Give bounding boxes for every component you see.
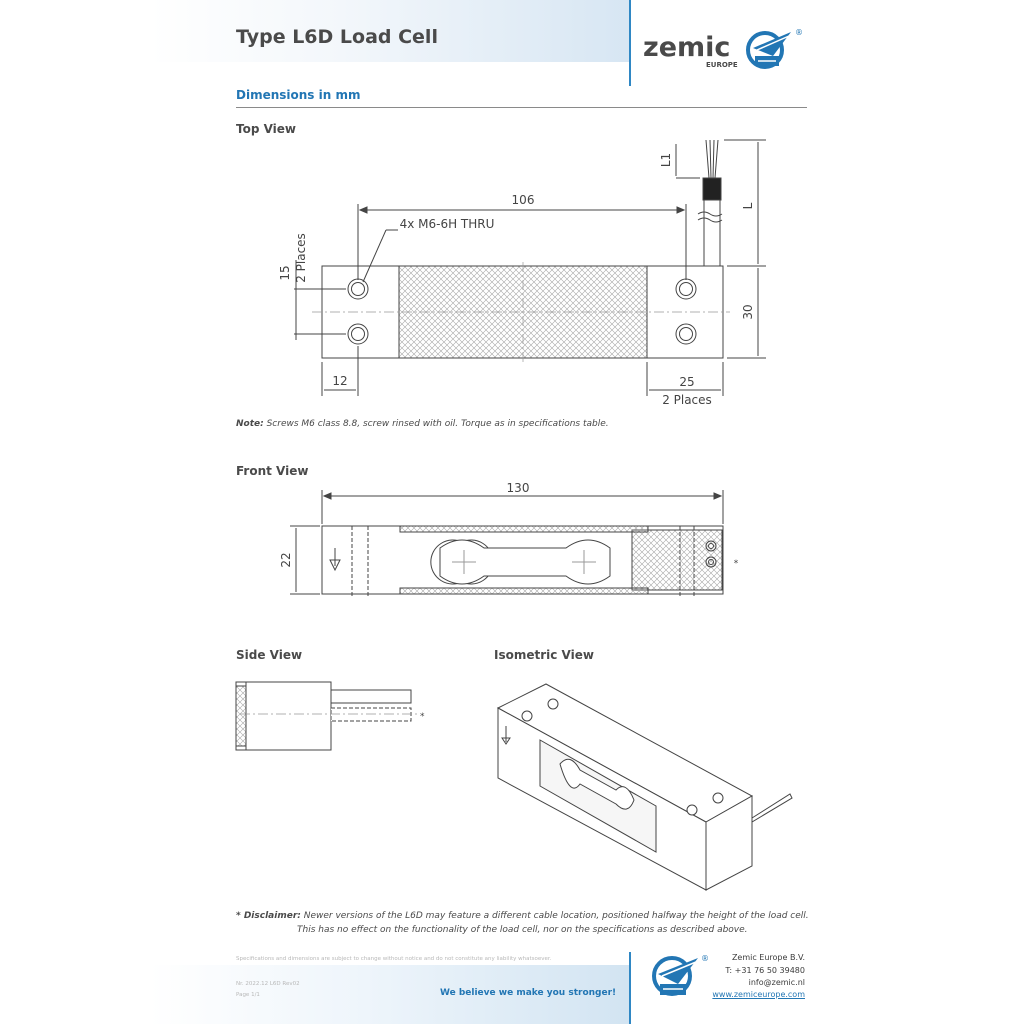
iso-hole [548,699,558,709]
dim-12: 12 [332,374,348,388]
footer-website-link[interactable]: www.zemiceurope.com [712,990,805,999]
logo-subtext: EUROPE [706,61,738,69]
dim-22: 22 [279,552,293,568]
footer-email[interactable]: info@zemic.nl [748,978,805,987]
footer-company: Zemic Europe B.V. [731,953,805,962]
disclaimer [236,909,816,937]
thread-callout: 4x M6-6H THRU [399,217,495,231]
iso-hole [713,793,723,803]
dim-2-places-left: 2 Places [294,233,308,283]
isometric-view-label: Isometric View [494,648,594,662]
dim-L: L [741,202,755,210]
note-prefix: Note: [236,419,264,429]
svg-text:®: ® [701,954,709,963]
footer-divider [629,952,631,1024]
footer-slogan: We believe we make you stronger! [440,988,617,998]
iso-hole [522,711,532,721]
top-view-label: Top View [236,122,297,136]
footer-doc-number: Nr. 2022.12 L6D Rev02 [236,981,300,987]
footer-phone: T: +31 76 50 39480 [725,966,805,975]
front-asterisk: * [733,559,739,569]
footer-legal: Specifications and dimensions are subject to change without notice and do not constitute any liability whatsoever. [236,956,552,962]
disclaimer-line1: Newer versions of the L6D may feature a different cable location, positioned halfway the height of the load cell. [300,911,809,921]
footer-page: Page 1/1 [236,992,260,998]
dim-15: 15 [278,265,292,281]
section-title: Dimensions in mm [236,88,361,102]
dim-30: 30 [741,304,755,320]
disclaimer-prefix: * Disclaimer: [236,911,301,921]
note-text: Screws M6 class 8.8, screw rinsed with oil. Torque as in specifications table. [263,419,609,429]
logo-text: zemic [643,32,731,63]
disclaimer-line2: This has no effect on the functionality of the load cell, nor on the specifications as described above. [297,925,748,935]
svg-text:®: ® [795,28,803,37]
dim-L1: L1 [659,152,673,168]
side-asterisk: * [420,712,425,722]
iso-hole [687,805,697,815]
footer-logo-icon [648,952,710,1000]
side-view-label: Side View [236,648,303,662]
dim-25: 25 [679,375,695,389]
front-view-label: Front View [236,464,309,478]
page-title: Type L6D Load Cell [236,26,438,48]
dim-2-places-bottom: 2 Places [662,393,712,407]
dim-106: 106 [511,193,535,207]
dim-130: 130 [506,481,530,495]
